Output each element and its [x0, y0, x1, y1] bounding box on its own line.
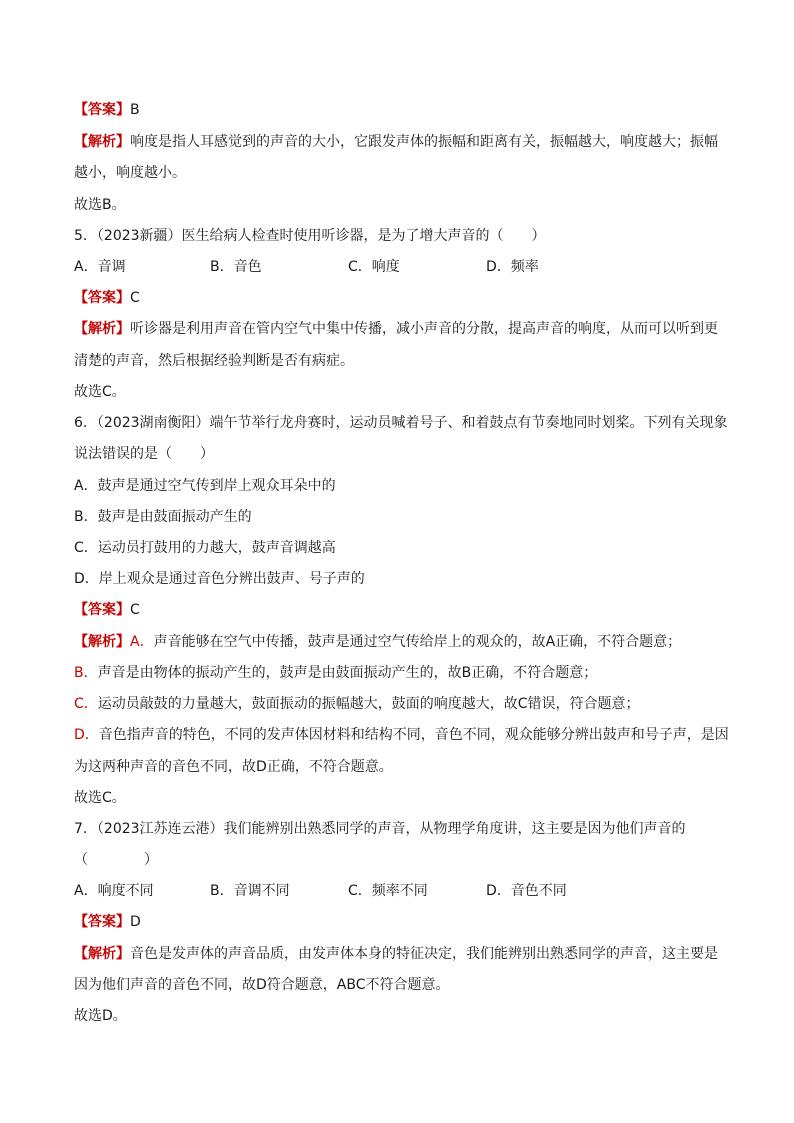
analysis-text-cont: 因为他们声音的音色不同，故D符合题意，ABC不符合题意。 — [74, 977, 450, 993]
answer-line — [74, 101, 140, 119]
analysis-line — [74, 945, 718, 963]
analysis-tag: 【解析】 — [74, 321, 130, 337]
analysis-tag: 【解析】 — [74, 134, 130, 150]
option-c: C．频率不同 — [348, 883, 428, 899]
question-stem: 6．（2023湖南衡阳）端午节举行龙舟赛时，运动员喊着号子、和着鼓点有节奏地同时划桨。下列有关现象 — [74, 415, 728, 431]
answer-line — [74, 601, 140, 619]
analysis-tag: 【解析】 — [74, 946, 130, 962]
answer-tag: 【答案】 — [74, 602, 130, 618]
option-d: D．音色不同 — [486, 883, 567, 899]
analysis-line — [74, 633, 681, 651]
analysis-item-c-line — [74, 695, 640, 713]
answer-value: B — [130, 102, 140, 118]
analysis-item-d-line — [74, 726, 729, 744]
analysis-item-a-label: A． — [130, 634, 154, 650]
analysis-line — [74, 133, 718, 151]
option-b: B．音调不同 — [210, 883, 290, 899]
answer-tag: 【答案】 — [74, 102, 130, 118]
analysis-item-b: 声音是由物体的振动产生的，鼓声是由鼓面振动产生的，故B正确，不符合题意； — [97, 665, 598, 681]
analysis-text-cont: 越小，响度越小。 — [74, 165, 186, 181]
question-stem-cont: 说法错误的是（ ） — [74, 446, 214, 462]
analysis-item-b-line — [74, 664, 597, 682]
analysis-text: 听诊器是利用声音在管内空气中集中传播，减小声音的分散，提高声音的响度，从而可以听到更 — [130, 321, 718, 337]
analysis-text: 响度是指人耳感觉到的声音的大小，它跟发声体的振幅和距离有关，振幅越大，响度越大；振幅 — [130, 134, 718, 150]
analysis-tag: 【解析】 — [74, 634, 130, 650]
option-d: D．频率 — [486, 259, 539, 275]
answer-line — [74, 913, 141, 931]
option-a: A．音调 — [74, 259, 126, 275]
question-stem-cont: （ ） — [74, 852, 158, 868]
option-a: A．鼓声是通过空气传到岸上观众耳朵中的 — [74, 478, 336, 494]
analysis-item-b-label: B． — [74, 665, 98, 681]
analysis-item-c: 运动员敲鼓的力量越大，鼓面振动的振幅越大，鼓面的响度越大，故C错误，符合题意； — [97, 696, 640, 712]
option-b: B．鼓声是由鼓面振动产生的 — [74, 509, 252, 525]
conclusion: 故选C。 — [74, 384, 126, 400]
option-d: D．岸上观众是通过音色分辨出鼓声、号子声的 — [74, 571, 365, 587]
answer-value: D — [130, 914, 141, 930]
option-a: A．响度不同 — [74, 883, 154, 899]
conclusion: 故选B。 — [74, 197, 126, 213]
question-stem: 7．（2023江苏连云港）我们能辨别出熟悉同学的声音，从物理学角度讲，这主要是因为他们声音的 — [74, 821, 686, 837]
analysis-text-cont: 清楚的声音，然后根据经验判断是否有病症。 — [74, 353, 354, 369]
answer-line — [74, 289, 140, 307]
question-stem: 5．（2023新疆）医生给病人检查时使用听诊器，是为了增大声音的（ ） — [74, 228, 546, 244]
answer-tag: 【答案】 — [74, 290, 130, 306]
option-c: C．运动员打鼓用的力越大，鼓声音调越高 — [74, 540, 336, 556]
option-b: B．音色 — [210, 259, 262, 275]
conclusion: 故选D。 — [74, 1008, 127, 1024]
analysis-text: 音色是发声体的声音品质，由发声体本身的特征决定，我们能辨别出熟悉同学的声音，这主要是 — [130, 946, 718, 962]
analysis-item-d: 音色指声音的特色，不同的发声体因材料和结构不同，音色不同，观众能够分辨出鼓声和号子声，是因 — [98, 727, 729, 743]
conclusion: 故选C。 — [74, 790, 126, 806]
analysis-item-a: 声音能够在空气中传播，鼓声是通过空气传给岸上的观众的，故A正确，不符合题意； — [153, 634, 682, 650]
option-c: C．响度 — [348, 259, 400, 275]
analysis-item-d-label: D． — [74, 727, 99, 743]
analysis-line — [74, 320, 718, 338]
answer-value: C — [130, 290, 140, 306]
answer-tag: 【答案】 — [74, 914, 130, 930]
answer-value: C — [130, 602, 140, 618]
analysis-item-c-label: C． — [74, 696, 98, 712]
analysis-item-d-cont: 为这两种声音的音色不同，故D正确，不符合题意。 — [74, 759, 393, 775]
